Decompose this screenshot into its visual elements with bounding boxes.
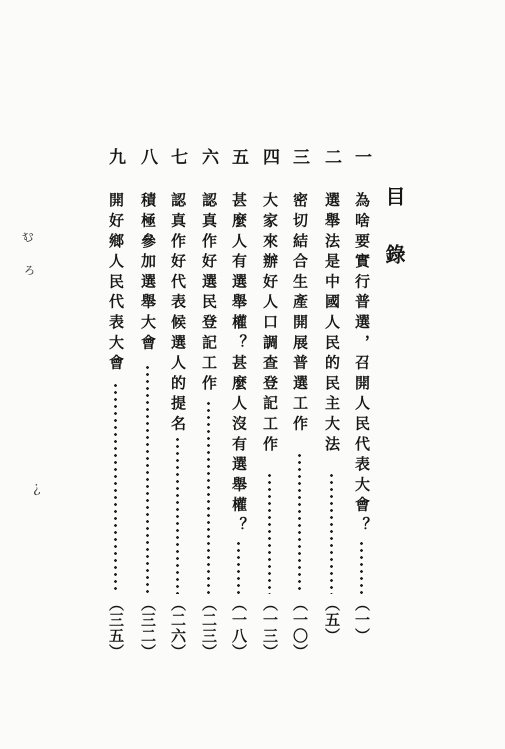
toc-entry-7-title: 認真作好代表候選人的提名 (169, 192, 187, 436)
toc-entry-5-number: 五 (228, 148, 248, 165)
toc-entry-2-number: 二 (321, 148, 341, 165)
toc-entry-4-page[interactable]: （一三） (261, 596, 279, 660)
toc-title: 目錄 (382, 186, 406, 302)
toc-entry-2-page[interactable]: （五） (323, 596, 341, 644)
toc-entry-9-title: 開好鄉人民代表大會 (107, 192, 125, 375)
toc-entry-8-leader (146, 364, 149, 594)
toc-entry-6-number: 六 (198, 148, 218, 165)
toc-entry-4-leader (268, 472, 271, 594)
toc-entry-8-page[interactable]: （三二） (139, 596, 157, 660)
toc-entry-6-leader (207, 400, 210, 594)
margin-mark-3: ？ (24, 479, 42, 499)
toc-entry-7-number: 七 (167, 148, 187, 165)
toc-entry-1-page[interactable]: （一） (353, 596, 371, 644)
toc-entry-5-page[interactable]: （一八） (230, 596, 248, 660)
toc-entry-1-title: 為啥要實行普選，召開人民代表大會？ (353, 192, 371, 538)
toc-entry-1-number: 一 (351, 148, 371, 165)
toc-entry-3-page[interactable]: （一〇） (291, 596, 309, 660)
toc-entry-8-number: 八 (137, 148, 157, 165)
toc-entry-9-page[interactable]: （三五） (107, 596, 125, 660)
toc-entry-9-leader (114, 382, 117, 594)
toc-entry-5-title: 甚麼人有選舉權？甚麼人沒有選舉權？ (230, 192, 248, 538)
toc-entry-6-page[interactable]: （二三） (200, 596, 218, 660)
toc-entry-3-number: 三 (289, 148, 309, 165)
margin-mark-2: ろ (24, 264, 35, 277)
toc-entry-7-page[interactable]: （二六） (169, 596, 187, 660)
toc-entry-2-title: 選舉法是中國人民的民主大法 (323, 192, 341, 456)
toc-entry-3-title: 密切結合生產開展普選工作 (291, 192, 309, 436)
toc-entry-4-number: 四 (259, 148, 279, 165)
toc-entry-7-leader (176, 436, 179, 594)
toc-entry-9-number: 九 (105, 148, 125, 165)
toc-entry-3-leader (298, 452, 301, 594)
toc-entry-5-leader (237, 540, 240, 595)
toc-entry-6-title: 認真作好選民登記工作 (200, 192, 218, 395)
toc-entry-8-title: 積極參加選舉大會 (139, 192, 157, 355)
toc-entry-2-leader (330, 472, 333, 594)
toc-entry-4-title: 大家來辦好人口調查登記工作 (261, 192, 279, 456)
toc-entry-1-leader (360, 540, 363, 595)
margin-mark-1: む (20, 228, 37, 246)
